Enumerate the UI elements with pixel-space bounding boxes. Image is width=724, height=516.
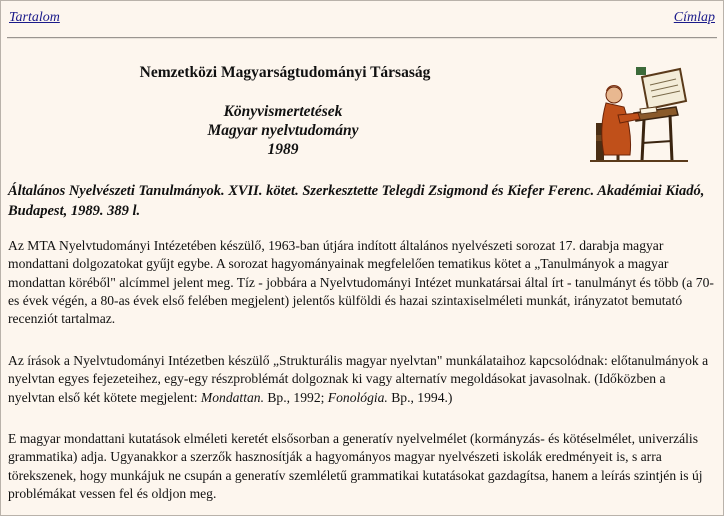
cited-title-mondattan: Mondattan. <box>200 389 264 405</box>
book-citation: Általános Nyelvészeti Tanulmányok. XVII. kötet. Szerkesztette Telegdi Zsigmond és Kiefer Ferenc. Akadémiai Kiadó, Budapest, 1989. 389 l. <box>8 183 705 219</box>
home-link[interactable]: Címlap <box>673 10 715 25</box>
year-label: 1989 <box>267 141 299 158</box>
top-navigation <box>9 10 715 28</box>
subject-title: Magyar nyelvtudomány <box>207 122 359 139</box>
section-title: Könyvismertetések <box>223 103 343 120</box>
paragraph-1: Az MTA Nyelvtudományi Intézetében készülő, 1963-ban útjára indított általános nyelvészeti sorozat 17. darabja magyar mondattani dolgozatokat gyűjt egybe. A sorozat hagyományainak megfelelően tematikus kötet a „Tanulmányok a magyar mondattan köréből" alcímmel jelent meg. Tíz - jobbára a Nyelvtudományi Intézet munkatársai által írt - tanulmányt és több (a 70-es évek végén, a 80-as évek első felében megjelent) jelentős külföldi és hazai szintaxiselméleti munkát, irányzatot bemutató recenziót tartalmaz. <box>8 238 714 327</box>
paragraph-2-text-c: Bp., 1994.) <box>387 389 453 405</box>
scribe-illustration-svg <box>584 63 694 167</box>
scribe-at-desk-illustration <box>584 63 694 167</box>
paragraph-2-text-b: Bp., 1992; <box>263 389 328 405</box>
contents-link[interactable]: Tartalom <box>9 10 60 25</box>
paragraph-3: E magyar mondattani kutatások elméleti keretét elsősorban a generatív nyelvelmélet (kormányzás- és kötéselmélet, univerzális grammatika) adja. Ugyanakkor a szerzők hasznosítják a hagyományos magyar nyelvészeti iskolák eredményeit is, s arra törekszenek, hogy munkájuk ne csupán a generatív szemléletű grammatikai kutatásokat gazdagítsa, hanem a leírás szintjén is új problémákat vessen fel és oldjon meg. <box>8 431 703 501</box>
paragraph-2-text-a: Az írások a Nyelvtudományi Intézetben készülő „Strukturális magyar nyelvtan" munkálataihoz kapcsolódnak: előtanulmányok a nyelvtan egyes fejezeteihez, egy-egy részproblémát dolgoznak ki vagy alternatív megoldásokat javasolnak. (Időközben a nyelvtan első két kötete megjelent: <box>8 353 709 405</box>
review-heading <box>1 102 565 159</box>
paragraph-2 <box>8 352 715 407</box>
society-title: Nemzetközi Magyarságtudományi Társaság <box>139 64 431 81</box>
header-divider <box>7 37 717 39</box>
cited-title-fonologia: Fonológia. <box>327 389 388 405</box>
